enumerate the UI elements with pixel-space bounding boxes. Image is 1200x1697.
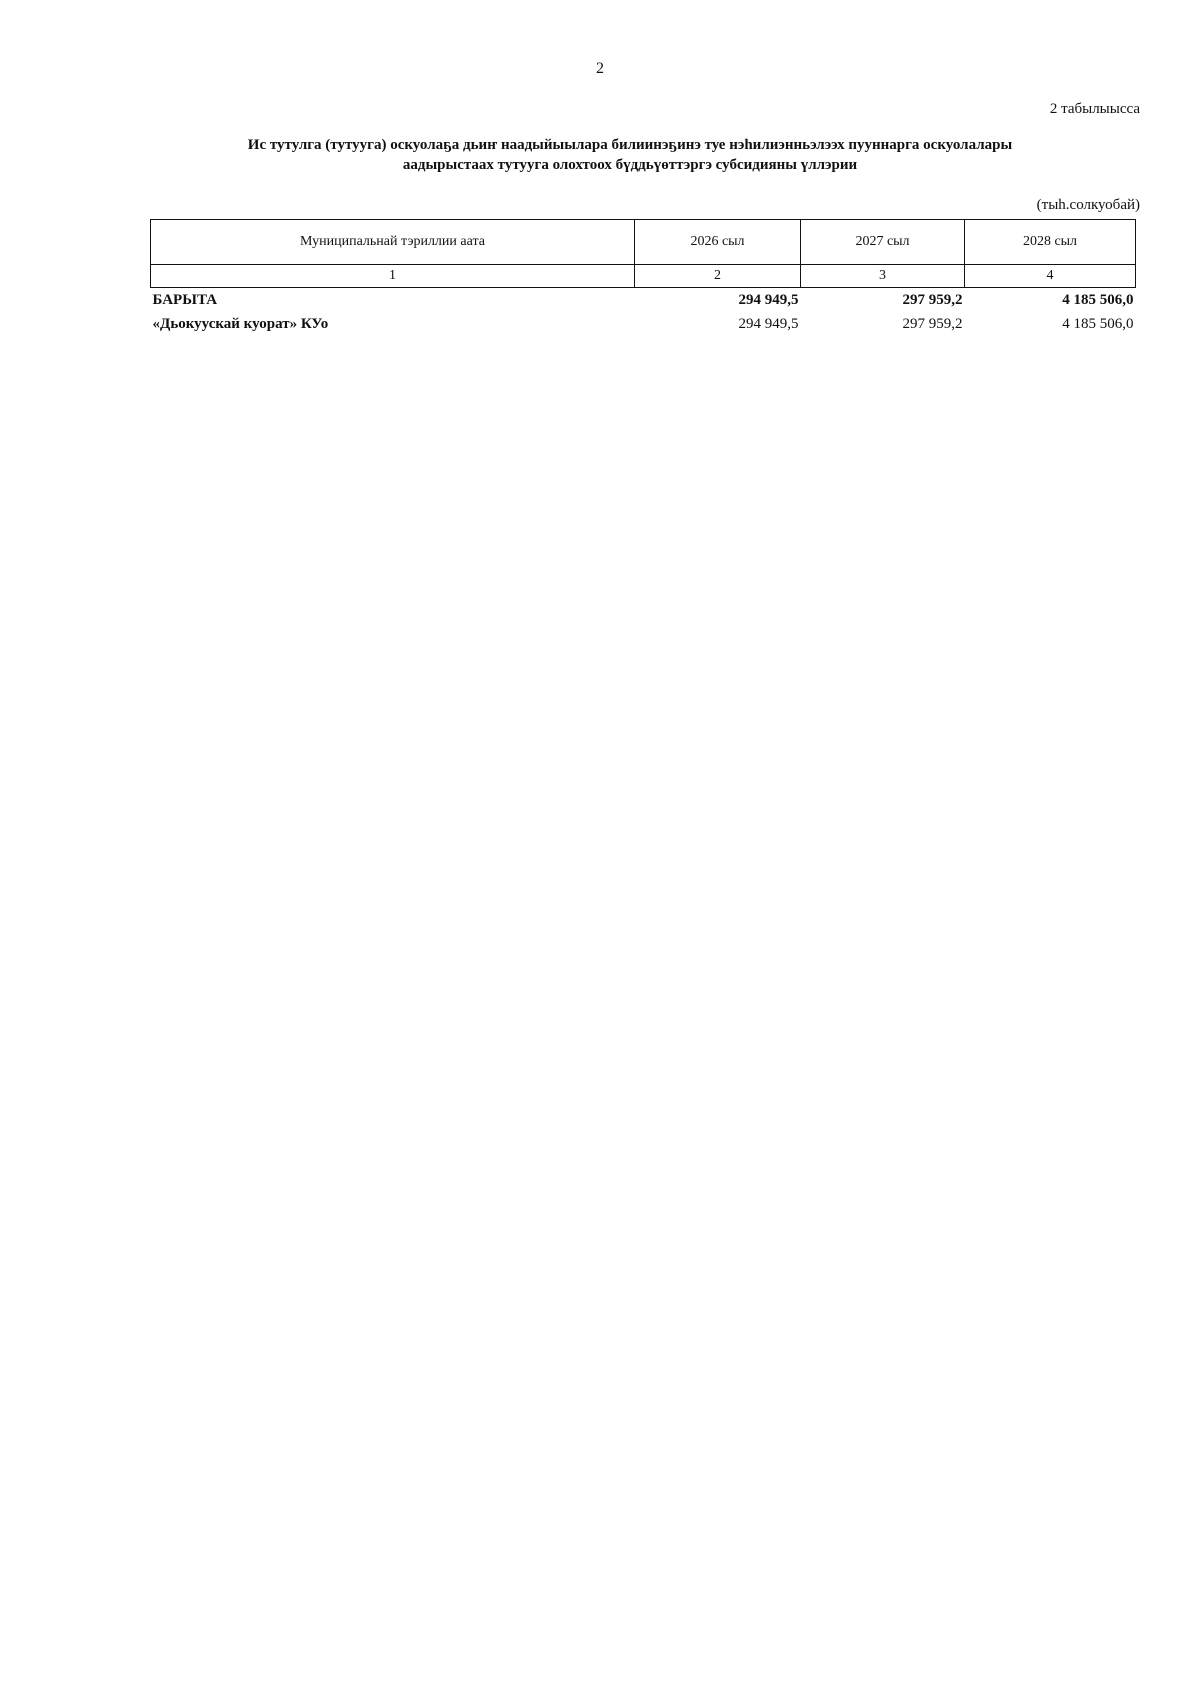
total-row <box>151 288 1136 313</box>
column-number-row <box>151 265 1136 288</box>
appendix-label: 2 табылыысса <box>1049 101 1140 117</box>
header-year-2026: 2026 сыл <box>635 220 801 265</box>
header-year-2028: 2028 сыл <box>965 220 1136 265</box>
municipality-2027-value: 297 959,2 <box>902 316 963 332</box>
units-note: (тыһ.солкуобай) <box>1036 197 1140 213</box>
table-header <box>151 220 1136 288</box>
total-2027-value: 297 959,2 <box>902 292 963 308</box>
column-number-3: 3 <box>801 265 965 288</box>
column-number-4: 4 <box>965 265 1136 288</box>
header-row <box>151 220 1136 265</box>
total-row-label: БАРЫТА <box>152 292 218 308</box>
total-2028-value: 4 185 506,0 <box>1062 292 1134 308</box>
municipality-2026-value: 294 949,5 <box>738 316 799 332</box>
municipality-2028-value: 4 185 506,0 <box>1062 316 1134 332</box>
header-year-2027: 2027 сыл <box>801 220 965 265</box>
municipality-name: «Дьокуускай куорат» КУо <box>152 316 329 332</box>
table-body <box>151 288 1136 337</box>
subsidy-table <box>150 219 1136 336</box>
page-number: 2 <box>596 60 604 77</box>
total-2026-value: 294 949,5 <box>738 292 799 308</box>
table-row <box>151 312 1136 336</box>
document-title-line-1: Ис тутулга (тутууга) оскуолаҕа дьиҥ наадыйыылара билиинэҕинэ туе нэһилиэнньэлээх пууннарга оскуолалары <box>247 137 1013 153</box>
document-title-line-2: аадырыстаах тутууга олохтоох бүддьүөттэргэ субсидияны үллэрии <box>402 157 858 173</box>
column-number-1: 1 <box>151 265 635 288</box>
column-number-2: 2 <box>635 265 801 288</box>
header-municipality: Муниципальнай тэриллии аата <box>151 220 635 265</box>
document-title <box>150 135 1110 175</box>
